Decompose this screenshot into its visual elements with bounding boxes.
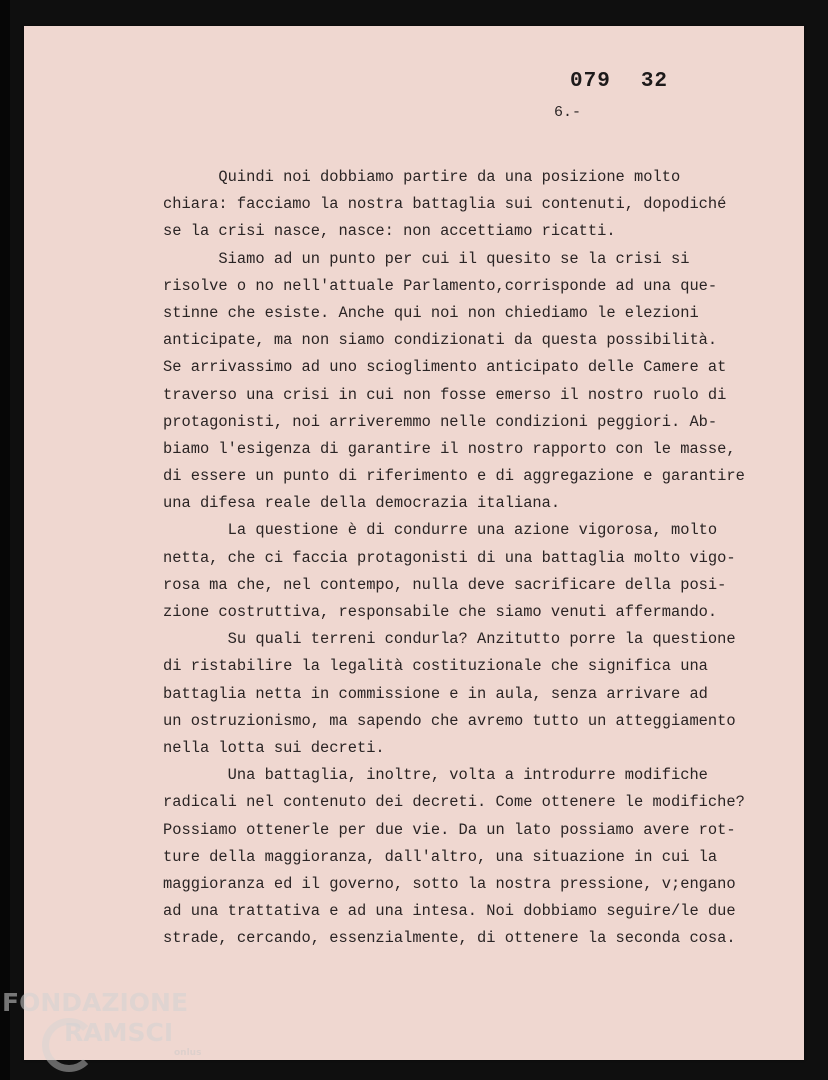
text-line: Quindi noi dobbiamo partire da una posizione molto — [163, 168, 681, 186]
text-line: biamo l'esigenza di garantire il nostro rapporto con le masse, — [163, 439, 736, 458]
scanner-frame-edge — [0, 0, 10, 1080]
text-line: nella lotta sui decreti. — [163, 738, 385, 757]
document-page — [24, 26, 804, 1060]
text-line: protagonisti, noi arriveremmo nelle condizioni peggiori. Ab- — [163, 412, 718, 431]
text-line: Se arrivassimo ad uno scioglimento anticipato delle Camere at — [163, 358, 727, 377]
text-line: La questione è di condurre una azione vigorosa, molto — [163, 521, 718, 540]
text-line: di essere un punto di riferimento e di aggregazione e garantire — [163, 467, 745, 486]
text-line: ad una trattativa e ad una intesa. Noi dobbiamo seguire/le due — [163, 902, 736, 921]
archive-folio-number: 32 — [640, 70, 669, 93]
text-line: traverso una crisi in cui non fosse emerso il nostro ruolo di — [163, 385, 727, 404]
page-number: 6.- — [554, 104, 582, 121]
archive-stamp — [570, 70, 668, 93]
watermark-line-1: FONDAZIONE — [2, 988, 189, 1017]
document-body — [163, 164, 783, 952]
watermark-logo — [2, 988, 201, 1058]
text-line: rosa ma che, nel contempo, nulla deve sacrificare della posi- — [163, 575, 727, 594]
text-line: se la crisi nasce, nasce: non accettiamo ricatti. — [163, 222, 616, 241]
text-line: strade, cercando, essenzialmente, di ottenere la seconda cosa. — [163, 929, 736, 948]
watermark-line-3: onlus — [174, 1048, 202, 1058]
watermark-line-2: RAMSCI — [64, 1018, 174, 1047]
text-line: zione costruttiva, responsabile che siamo venuti affermando. — [163, 603, 718, 621]
text-line: Possiamo ottenerle per due vie. Da un lato possiamo avere rot- — [163, 820, 736, 839]
text-line: battaglia netta in commissione e in aula, senza arrivare ad — [163, 684, 708, 703]
text-line: una difesa reale della democrazia italiana. — [163, 494, 561, 513]
text-line: di ristabilire la legalità costituzionale che significa una — [163, 657, 708, 676]
text-line: radicali nel contenuto dei decreti. Come ottenere le modifiche? — [163, 793, 745, 812]
text-line: chiara: facciamo la nostra battaglia sui contenuti, dopodiché — [163, 195, 727, 214]
text-line: un ostruzionismo, ma sapendo che avremo tutto un atteggiamento — [163, 711, 736, 730]
text-line: maggioranza ed il governo, sotto la nostra pressione, v;engano — [163, 874, 736, 893]
text-line: risolve o no nell'attuale Parlamento,corrisponde ad una que- — [163, 276, 718, 295]
text-line: netta, che ci faccia protagonisti di una battaglia molto vigo- — [163, 548, 736, 567]
archive-stamp-number: 079 — [570, 70, 611, 93]
text-line: Una battaglia, inoltre, volta a introdurre modifiche — [163, 766, 708, 785]
g-logo-icon — [42, 1018, 96, 1072]
text-line: Su quali terreni condurla? Anzitutto porre la questione — [163, 630, 736, 649]
text-line: anticipate, ma non siamo condizionati da questa possibilità. — [163, 331, 718, 350]
text-line: ture della maggioranza, dall'altro, una situazione in cui la — [163, 847, 718, 866]
text-line: Siamo ad un punto per cui il quesito se la crisi si — [163, 249, 690, 268]
text-line: stinne che esiste. Anche qui noi non chiediamo le elezioni — [163, 303, 699, 322]
